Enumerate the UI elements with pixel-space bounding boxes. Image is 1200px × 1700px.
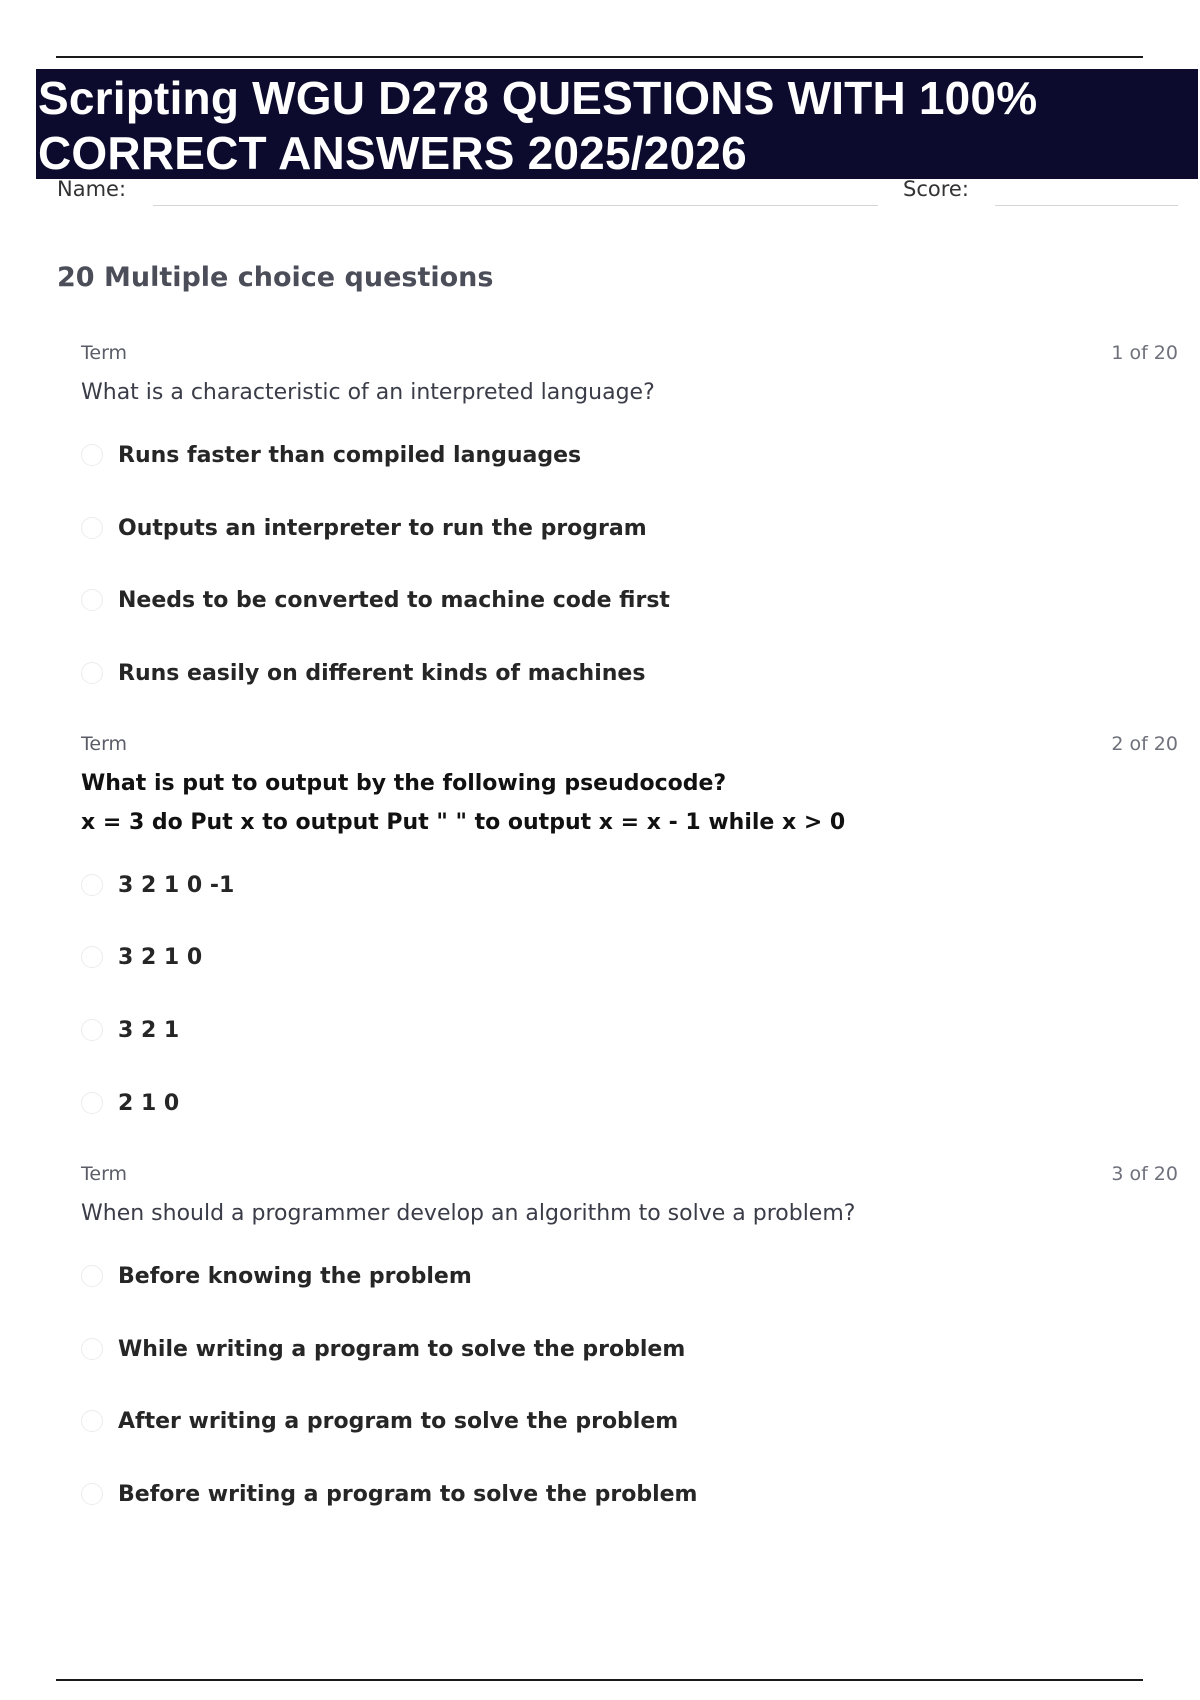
radio-button[interactable] [81, 1410, 103, 1432]
name-label: Name: [57, 177, 127, 201]
bottom-divider [56, 1679, 1143, 1681]
radio-button[interactable] [81, 1483, 103, 1505]
answer-option-label: While writing a program to solve the problem [118, 1336, 686, 1362]
document-title [36, 69, 1198, 179]
answer-option-label: Outputs an interpreter to run the program [118, 515, 647, 541]
answer-option-label: Before writing a program to solve the problem [118, 1481, 698, 1507]
answer-option-label: Needs to be converted to machine code first [118, 587, 670, 613]
answer-option[interactable] [81, 511, 647, 545]
radio-button[interactable] [81, 946, 103, 968]
score-field[interactable] [995, 205, 1178, 206]
answer-option-label: After writing a program to solve the problem [118, 1408, 679, 1434]
answer-option[interactable] [81, 1332, 685, 1366]
answer-option[interactable] [81, 1404, 678, 1438]
radio-button[interactable] [81, 662, 103, 684]
answer-option-label: 3 2 1 [118, 1017, 180, 1043]
radio-button[interactable] [81, 874, 103, 896]
answer-option[interactable] [81, 656, 645, 690]
answer-option[interactable] [81, 1477, 697, 1511]
question-term-label: Term [81, 733, 128, 755]
answer-option[interactable] [81, 583, 670, 617]
answer-option-label: Before knowing the problem [118, 1263, 472, 1289]
question-text: What is put to output by the following pseudocode? [81, 771, 727, 796]
radio-button[interactable] [81, 1265, 103, 1287]
top-divider [56, 56, 1143, 58]
question-term-label: Term [81, 1163, 128, 1185]
answer-option[interactable] [81, 1013, 179, 1047]
answer-option-label: 3 2 1 0 -1 [118, 872, 235, 898]
question-text: When should a programmer develop an algorithm to solve a problem? [81, 1201, 856, 1226]
answer-option[interactable] [81, 1086, 179, 1120]
name-field[interactable] [153, 205, 878, 206]
document-title-line-2: CORRECT ANSWERS 2025/2026 [38, 127, 747, 179]
question-text: What is a characteristic of an interpreted language? [81, 380, 655, 405]
score-label: Score: [903, 177, 969, 201]
document-title-line-1: Scripting WGU D278 QUESTIONS WITH 100% [38, 72, 1038, 124]
radio-button[interactable] [81, 1092, 103, 1114]
answer-option-label: Runs faster than compiled languages [118, 442, 582, 468]
answer-option[interactable] [81, 940, 202, 974]
answer-option-label: Runs easily on different kinds of machines [118, 660, 646, 686]
radio-button[interactable] [81, 589, 103, 611]
answer-option[interactable] [81, 1259, 472, 1293]
radio-button[interactable] [81, 1338, 103, 1360]
radio-button[interactable] [81, 1019, 103, 1041]
question-counter: 1 of 20 [1111, 342, 1178, 364]
answer-option-label: 2 1 0 [118, 1090, 180, 1116]
answer-option[interactable] [81, 438, 581, 472]
question-code: x = 3 do Put x to output Put " " to output x = x - 1 while x > 0 [81, 810, 846, 835]
question-counter: 2 of 20 [1111, 733, 1178, 755]
radio-button[interactable] [81, 444, 103, 466]
question-counter: 3 of 20 [1111, 1163, 1178, 1185]
answer-option-label: 3 2 1 0 [118, 944, 203, 970]
answer-option[interactable] [81, 868, 234, 902]
section-heading: 20 Multiple choice questions [57, 262, 494, 293]
radio-button[interactable] [81, 517, 103, 539]
question-term-label: Term [81, 342, 128, 364]
